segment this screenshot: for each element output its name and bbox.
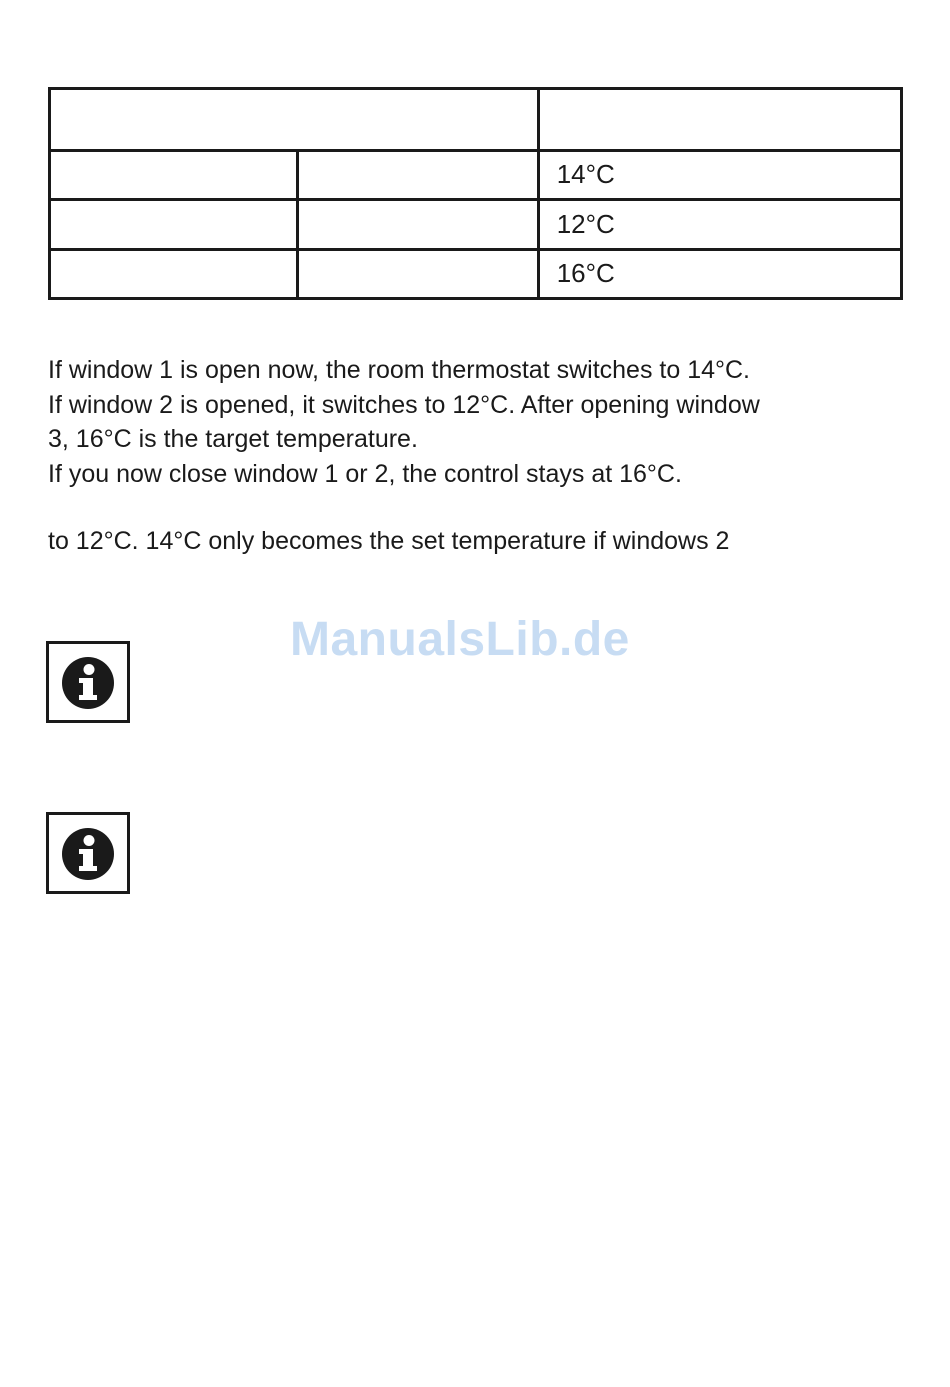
text-line: 3, 16°C is the target temperature. — [48, 425, 418, 453]
table-cell — [50, 200, 298, 249]
table-cell — [50, 150, 298, 199]
table-cell-temperature: 16°C — [538, 249, 901, 298]
table-cell — [297, 200, 538, 249]
table-cell-temperature: 12°C — [538, 200, 901, 249]
info-note-box — [46, 641, 130, 723]
continuation-paragraph — [48, 524, 908, 559]
text-line: If window 2 is opened, it switches to 12°C. After opening window — [48, 390, 760, 419]
watermark: ManualsLib.de — [290, 613, 630, 666]
table-header-cell — [50, 89, 539, 151]
table-header-cell — [538, 89, 901, 151]
text-line: If you now close window 1 or 2, the control stays at 16°C. — [48, 459, 682, 488]
temperature-table — [48, 87, 903, 300]
table-row — [50, 200, 902, 249]
info-icon — [61, 656, 115, 710]
table-cell — [297, 249, 538, 298]
info-note-box — [46, 812, 130, 894]
text-line: to 12°C. 14°C only becomes the set temperature if windows 2 — [48, 527, 730, 555]
table-cell-temperature: 14°C — [538, 150, 901, 199]
explanation-paragraph — [48, 353, 908, 491]
text-line: If window 1 is open now, the room thermostat switches to 14°C. — [48, 356, 751, 384]
table-cell — [297, 150, 538, 199]
table-header-row — [50, 89, 902, 151]
table-row — [50, 150, 902, 199]
table-cell — [50, 249, 298, 298]
info-icon — [61, 827, 115, 881]
table-row — [50, 249, 902, 298]
